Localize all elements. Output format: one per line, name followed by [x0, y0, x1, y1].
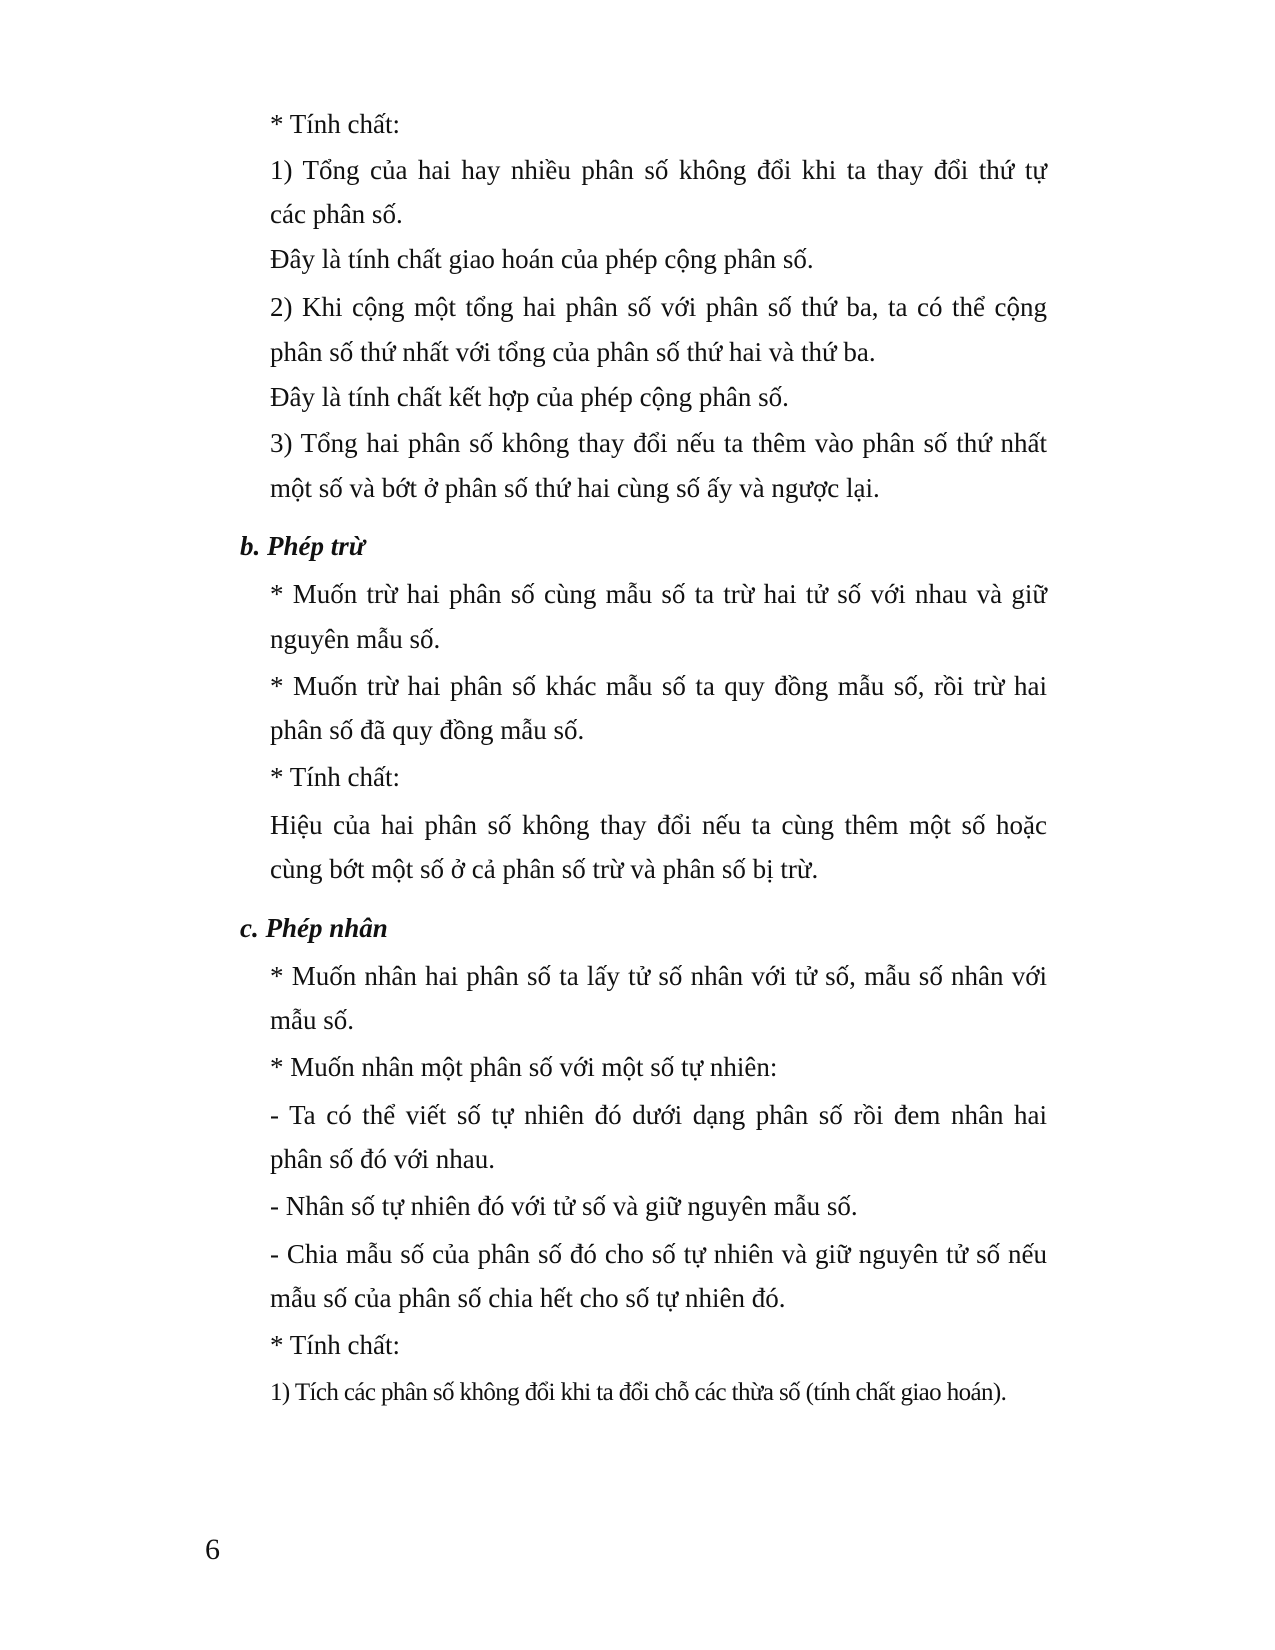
- property-1-line-2: các phân số.: [270, 199, 403, 229]
- multiplication-method-2: - Nhân số tự nhiên đó với tử số và giữ nguyên mẫu số.: [270, 1191, 858, 1221]
- property-3-line-2: một số và bớt ở phân số thứ hai cùng số ấy và ngược lại.: [270, 473, 880, 503]
- property-2-line-2: phân số thứ nhất với tổng của phân số thứ hai và thứ ba.: [270, 337, 876, 367]
- multiplication-properties-label: * Tính chất:: [270, 1330, 400, 1360]
- subtraction-property-line-2: cùng bớt một số ở cả phân số trừ và phân số bị trừ.: [270, 854, 819, 884]
- multiplication-rule-1-line-2: mẫu số.: [270, 1005, 354, 1035]
- subtraction-properties-label: * Tính chất:: [270, 762, 400, 792]
- section-heading-multiplication: c. Phép nhân: [240, 913, 388, 943]
- multiplication-method-3-line-2: mẫu số của phân số chia hết cho số tự nhiên đó.: [270, 1283, 786, 1313]
- property-2-note: Đây là tính chất kết hợp của phép cộng phân số.: [270, 382, 789, 412]
- section-heading-subtraction: b. Phép trừ: [240, 531, 365, 561]
- subtraction-rule-2-line-1: * Muốn trừ hai phân số khác mẫu số ta quy đồng mẫu số, rồi trừ hai: [270, 671, 1047, 701]
- multiplication-method-1-line-1: - Ta có thể viết số tự nhiên đó dưới dạng phân số rồi đem nhân hai: [270, 1100, 1047, 1130]
- subtraction-property-line-1: Hiệu của hai phân số không thay đổi nếu ta cùng thêm một số hoặc: [270, 810, 1047, 840]
- page-number: 6: [205, 1533, 220, 1566]
- properties-label: * Tính chất:: [270, 109, 400, 139]
- subtraction-rule-1-line-1: * Muốn trừ hai phân số cùng mẫu số ta trừ hai tử số với nhau và giữ: [270, 579, 1047, 609]
- multiplication-rule-2: * Muốn nhân một phân số với một số tự nhiên:: [270, 1052, 778, 1082]
- property-1-line-1: 1) Tổng của hai hay nhiều phân số không đổi khi ta thay đổi thứ tự: [270, 155, 1047, 185]
- subtraction-rule-2-line-2: phân số đã quy đồng mẫu số.: [270, 715, 585, 745]
- property-2-line-1: 2) Khi cộng một tổng hai phân số với phân số thứ ba, ta có thể cộng: [270, 292, 1047, 322]
- multiplication-rule-1-line-1: * Muốn nhân hai phân số ta lấy tử số nhân với tử số, mẫu số nhân với: [270, 961, 1047, 991]
- multiplication-method-3-line-1: - Chia mẫu số của phân số đó cho số tự nhiên và giữ nguyên tử số nếu: [270, 1239, 1047, 1269]
- multiplication-property-1: 1) Tích các phân số không đổi khi ta đổi chỗ các thừa số (tính chất giao hoán).: [270, 1379, 1007, 1406]
- property-3-line-1: 3) Tổng hai phân số không thay đổi nếu ta thêm vào phân số thứ nhất: [270, 428, 1047, 458]
- property-1-note: Đây là tính chất giao hoán của phép cộng phân số.: [270, 244, 814, 274]
- multiplication-method-1-line-2: phân số đó với nhau.: [270, 1144, 496, 1174]
- subtraction-rule-1-line-2: nguyên mẫu số.: [270, 624, 441, 654]
